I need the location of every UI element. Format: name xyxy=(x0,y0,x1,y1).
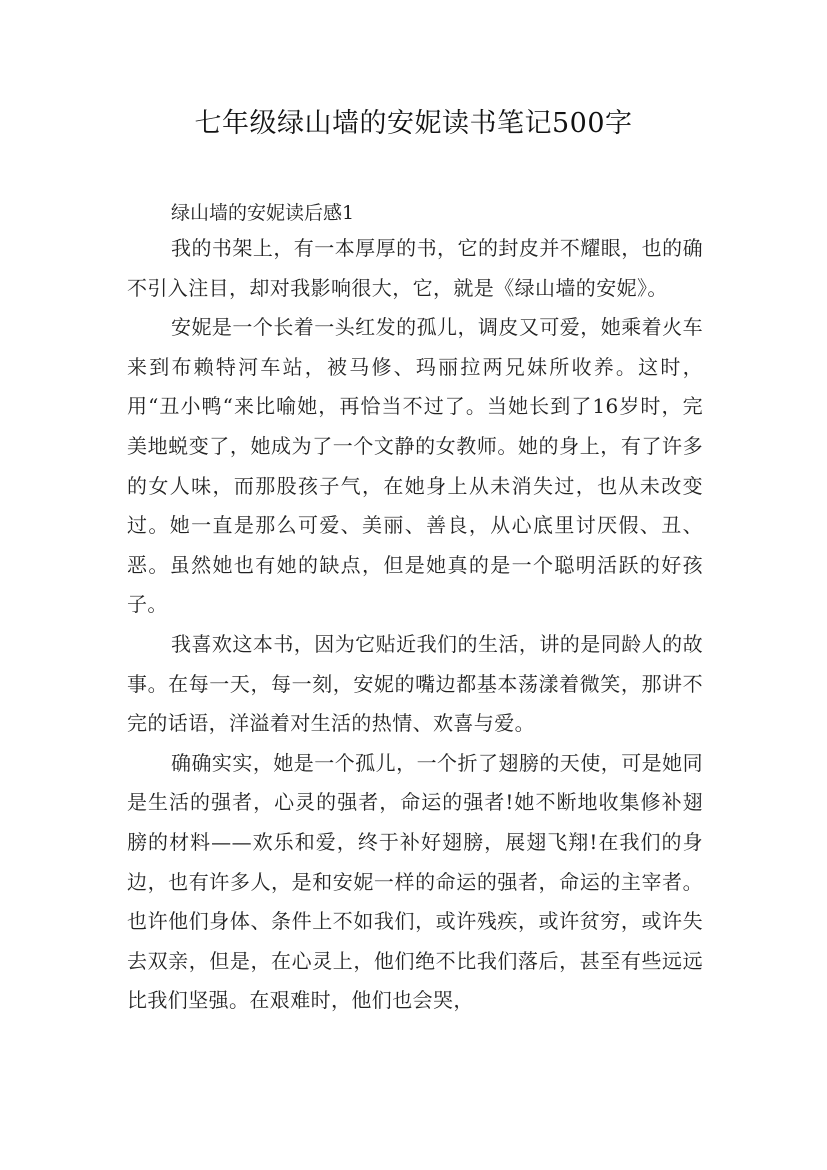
paragraph-1: 我的书架上，有一本厚厚的书，它的封皮并不耀眼，也的确不引入注目，却对我影响很大，它，就是《绿山墙的安妮》。 xyxy=(127,236,703,300)
document-body xyxy=(127,198,703,1021)
paragraph-2: 安妮是一个长着一头红发的孤儿，调皮又可爱，她乘着火车来到布赖特河车站，被马修、玛丽拉两兄妹所收养。这时，用“丑小鸭“来比喻她，再恰当不过了。当她长到了16岁时，完美地蜕变了，她成为了一个文静的女教师。她的身上，有了许多的女人味，而那股孩子气，在她身上从未消失过，也从未改变过。她一直是那么可爱、美丽、善良，从心底里讨厌假、丑、恶。虽然她也有她的缺点，但是她真的是一个聪明活跃的好孩子。 xyxy=(127,315,703,617)
paragraph-3: 我喜欢这本书，因为它贴近我们的生活，讲的是同龄人的故事。在每一天，每一刻，安妮的嘴边都基本荡漾着微笑，那讲不完的话语，洋溢着对生活的热情、欢喜与爱。 xyxy=(127,631,703,736)
section-heading: 绿山墙的安妮读后感1 xyxy=(171,202,355,224)
paragraph-4: 确确实实，她是一个孤儿，一个折了翅膀的天使，可是她同是生活的强者，心灵的强者，命运的强者!她不断地收集修补翅膀的材料——欢乐和爱，终于补好翅膀，展翅飞翔!在我们的身边，也有许多人，是和安妮一样的命运的强者，命运的主宰者。也许他们身体、条件上不如我们，或许残疾，或许贫穷，或许失去双亲，但是，在心灵上，他们绝不比我们落后，甚至有些远远比我们坚强。在艰难时，他们也会哭， xyxy=(127,750,703,1013)
page-title: 七年级绿山墙的安妮读书笔记500字 xyxy=(194,108,633,139)
